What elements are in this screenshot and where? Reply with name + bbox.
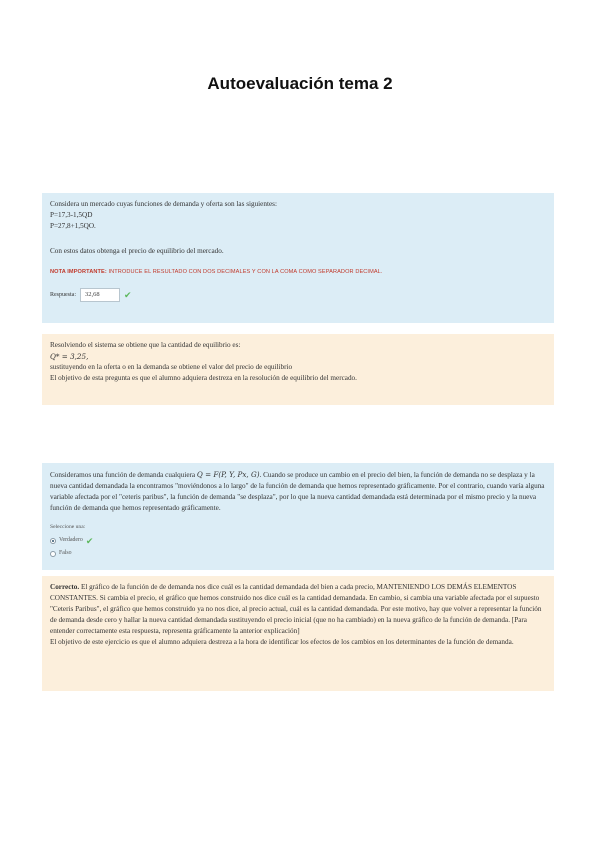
- q2-text-b: . Cuando se produce un cambio en el precio del bien, la función de demanda no se desplaza y la nueva cantidad demandada la encontramos "moviéndonos a lo largo" de la función de demanda que hemos representado gráficamente. Por el contrario, cuando varía alguna variable afectada por el "ceteris paribus", la función de demanda "se desplaza", por lo que la nueva cantidad demandada está determinada por el mismo precio y la nueva función de demanda que hemos representado gráficamente.: [50, 471, 545, 512]
- q1-intro: Considera un mercado cuyas funciones de demanda y oferta son las siguientes:: [50, 200, 277, 208]
- f1-line-4: El objetivo de esta pregunta es que el alumno adquiera destreza en la resolución de equilibrio del mercado.: [50, 374, 357, 382]
- option-true-label: Verdadero: [59, 537, 83, 543]
- q1-answer-row: [50, 288, 546, 302]
- q1-note-bold: NOTA IMPORTANTE:: [50, 269, 107, 275]
- q1-note-text: INTRODUCE EL RESULTADO CON DOS DECIMALES Y CON LA COMA COMO SEPARADOR DECIMAL.: [108, 269, 383, 275]
- feedback-2: [42, 576, 554, 691]
- question-1: [42, 193, 554, 323]
- answer-input[interactable]: 32,68: [80, 288, 120, 302]
- radio-false[interactable]: [50, 551, 56, 557]
- q1-demand-equation: P=17,3-1,5QD: [50, 211, 93, 219]
- option-false[interactable]: [50, 548, 546, 559]
- option-false-label: Falso: [59, 550, 72, 556]
- page-title: Autoevaluación tema 2: [207, 74, 393, 93]
- check-icon: ✔: [124, 290, 132, 300]
- f1-line-1: Resolviendo el sistema se obtiene que la cantidad de equilibrio es:: [50, 341, 241, 349]
- radio-true[interactable]: [50, 538, 56, 544]
- q1-supply-equation: P=27,8+1,5QO.: [50, 222, 96, 230]
- question-2: [42, 463, 554, 570]
- check-icon: ✔: [85, 535, 94, 546]
- f2-body: El gráfico de la función de de demanda nos dice cuál es la cantidad demandada del bien a cada precio, MANTENIENDO LOS DEMÁS ELEMENTOS CONSTANTES. Si cambia el precio, el gráfico que hemos construido nos dice cuál es la cantidad demandada. En cambio, si cambia una variable afectada por el supuesto "Ceteris Paribus", el gráfico que hemos construido ya no nos dice, al precio actual, cuál es la cantidad demandada. Por este motivo, hay que volver a representar la función de demanda desde cero y hallar la nueva cantidad demandada sustituyendo el precio inicial (que no ha cambiado) en la nueva gráfico de la función de demanda. [Para entender correctamente esta respuesta, representa gráficamente la anterior explicación]: [50, 583, 542, 635]
- q1-note: [50, 267, 546, 278]
- q1-ask: Con estos datos obtenga el precio de equilibrio del mercado.: [50, 247, 224, 255]
- f1-line-2: Q* = 3,25,: [50, 352, 89, 361]
- f2-text-2: El objetivo de este ejercicio es que el alumno adquiera destreza a la hora de identificar los efectos de los cambios en los determinantes de la función de demanda.: [50, 638, 514, 646]
- answer-label: Respuesta:: [50, 291, 76, 298]
- f2-text-1: [50, 582, 546, 637]
- q2-formula: Q = F(P, Y, Px, G): [196, 470, 260, 479]
- q2-text-a: Consideramos una función de demanda cualquiera: [50, 471, 196, 479]
- q2-text: [50, 469, 546, 514]
- f2-lead: Correcto.: [50, 583, 80, 591]
- q2-select-label: Seleccione una:: [50, 524, 86, 530]
- option-true[interactable]: [50, 535, 546, 546]
- feedback-1: [42, 334, 554, 405]
- f1-line-3: sustituyendo en la oferta o en la demanda se obtiene el valor del precio de equilibrio: [50, 363, 293, 371]
